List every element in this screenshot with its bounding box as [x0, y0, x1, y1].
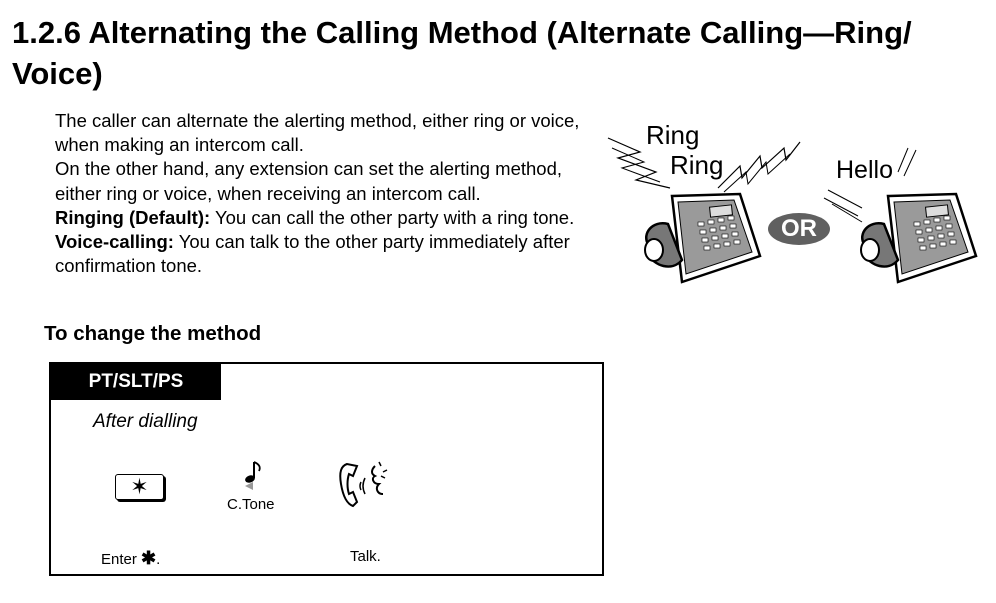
enter-period: . [156, 551, 161, 568]
intro-caller-paragraph: The caller can alternate the alerting method, either ring or voice, when making an intercom call. [55, 110, 580, 156]
enter-instruction [101, 548, 160, 569]
voice-text: You can talk to the other party immediately after confirmation tone. [55, 231, 570, 277]
ringing-description [55, 206, 595, 230]
voice-description [55, 230, 595, 278]
ring-or-voice-illustration [600, 108, 980, 298]
music-note-icon [241, 460, 263, 490]
section-title: 1.2.6 Alternating the Calling Method (Alternate Calling—Ring/ Voice) [12, 15, 912, 91]
intro-extension-paragraph: On the other hand, any extension can set the alerting method, either ring or voice, when receiving an intercom call. [55, 158, 563, 204]
right-phone-icon [861, 194, 976, 282]
ringing-label: Ringing (Default): [55, 206, 211, 228]
asterisk-icon: ✱ [141, 548, 157, 568]
procedure-box [49, 362, 604, 576]
device-tab: PT/SLT/PS [51, 364, 221, 400]
voice-label: Voice-calling: [55, 231, 174, 253]
left-phone-icon [645, 194, 760, 282]
star-key-icon: ✶ [115, 474, 164, 500]
talk-instruction: Talk. [350, 548, 381, 565]
hello-label: Hello [836, 156, 893, 184]
intro-text [55, 109, 595, 278]
ringing-text: You can call the other party with a ring tone. [210, 206, 575, 228]
enter-text: Enter [101, 551, 142, 568]
ring-label-2: Ring [670, 150, 724, 180]
confirmation-tone-label: C.Tone [227, 496, 275, 513]
procedure-heading: To change the method [44, 322, 262, 345]
talk-handset-icon [335, 456, 391, 512]
or-badge: OR [768, 213, 830, 245]
after-dialling-label: After dialling [93, 411, 198, 432]
ring-label-1: Ring [646, 120, 700, 150]
